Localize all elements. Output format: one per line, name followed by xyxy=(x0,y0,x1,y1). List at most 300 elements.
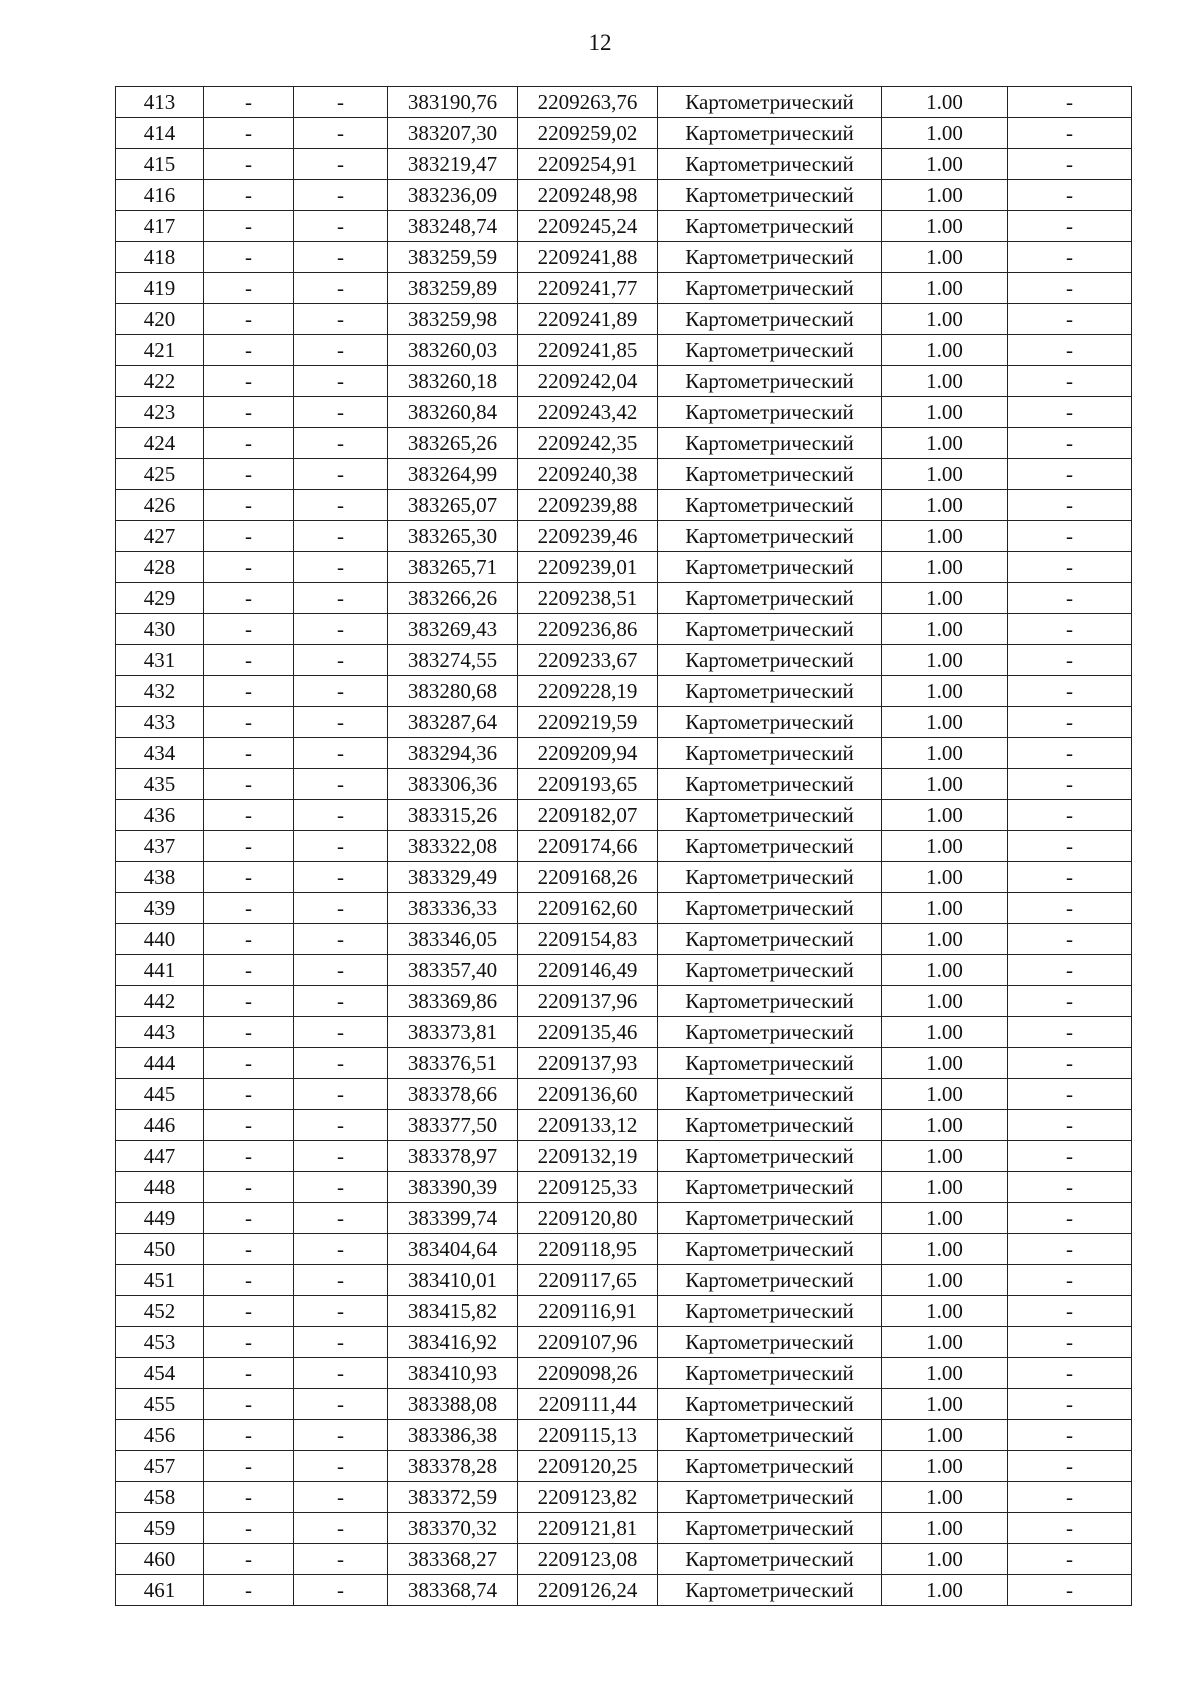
col3-cell: - xyxy=(294,1234,388,1265)
method-cell: Картометрический xyxy=(658,366,882,397)
y-coordinate-cell: 2209123,82 xyxy=(518,1482,658,1513)
method-cell: Картометрический xyxy=(658,273,882,304)
col3-cell: - xyxy=(294,490,388,521)
col2-cell: - xyxy=(204,335,294,366)
col8-cell: - xyxy=(1008,1296,1132,1327)
method-cell: Картометрический xyxy=(658,831,882,862)
x-coordinate-cell: 383368,27 xyxy=(388,1544,518,1575)
col8-cell: - xyxy=(1008,614,1132,645)
x-coordinate-cell: 383372,59 xyxy=(388,1482,518,1513)
col2-cell: - xyxy=(204,1079,294,1110)
y-coordinate-cell: 2209136,60 xyxy=(518,1079,658,1110)
accuracy-cell: 1.00 xyxy=(882,552,1008,583)
accuracy-cell: 1.00 xyxy=(882,1358,1008,1389)
col8-cell: - xyxy=(1008,645,1132,676)
col2-cell: - xyxy=(204,1451,294,1482)
table-row xyxy=(116,242,1132,273)
col2-cell: - xyxy=(204,707,294,738)
x-coordinate-cell: 383287,64 xyxy=(388,707,518,738)
col3-cell: - xyxy=(294,428,388,459)
accuracy-cell: 1.00 xyxy=(882,1513,1008,1544)
col8-cell: - xyxy=(1008,1048,1132,1079)
y-coordinate-cell: 2209115,13 xyxy=(518,1420,658,1451)
col8-cell: - xyxy=(1008,366,1132,397)
point-number-cell: 413 xyxy=(116,87,204,118)
col8-cell: - xyxy=(1008,1203,1132,1234)
table-row xyxy=(116,335,1132,366)
col3-cell: - xyxy=(294,707,388,738)
x-coordinate-cell: 383190,76 xyxy=(388,87,518,118)
method-cell: Картометрический xyxy=(658,1544,882,1575)
col3-cell: - xyxy=(294,304,388,335)
accuracy-cell: 1.00 xyxy=(882,242,1008,273)
col8-cell: - xyxy=(1008,924,1132,955)
point-number-cell: 459 xyxy=(116,1513,204,1544)
table-row xyxy=(116,1079,1132,1110)
table-row xyxy=(116,955,1132,986)
x-coordinate-cell: 383266,26 xyxy=(388,583,518,614)
accuracy-cell: 1.00 xyxy=(882,1544,1008,1575)
col3-cell: - xyxy=(294,1420,388,1451)
accuracy-cell: 1.00 xyxy=(882,118,1008,149)
col8-cell: - xyxy=(1008,180,1132,211)
col8-cell: - xyxy=(1008,335,1132,366)
point-number-cell: 451 xyxy=(116,1265,204,1296)
col3-cell: - xyxy=(294,1079,388,1110)
col3-cell: - xyxy=(294,459,388,490)
y-coordinate-cell: 2209254,91 xyxy=(518,149,658,180)
col8-cell: - xyxy=(1008,1451,1132,1482)
x-coordinate-cell: 383265,30 xyxy=(388,521,518,552)
col2-cell: - xyxy=(204,1296,294,1327)
col8-cell: - xyxy=(1008,583,1132,614)
x-coordinate-cell: 383260,03 xyxy=(388,335,518,366)
table-row xyxy=(116,707,1132,738)
x-coordinate-cell: 383260,18 xyxy=(388,366,518,397)
col8-cell: - xyxy=(1008,304,1132,335)
point-number-cell: 420 xyxy=(116,304,204,335)
col8-cell: - xyxy=(1008,1327,1132,1358)
x-coordinate-cell: 383269,43 xyxy=(388,614,518,645)
col2-cell: - xyxy=(204,955,294,986)
y-coordinate-cell: 2209126,24 xyxy=(518,1575,658,1606)
table-row xyxy=(116,893,1132,924)
col2-cell: - xyxy=(204,645,294,676)
col2-cell: - xyxy=(204,1110,294,1141)
point-number-cell: 438 xyxy=(116,862,204,893)
table-row xyxy=(116,1203,1132,1234)
col3-cell: - xyxy=(294,242,388,273)
col3-cell: - xyxy=(294,335,388,366)
y-coordinate-cell: 2209241,89 xyxy=(518,304,658,335)
point-number-cell: 453 xyxy=(116,1327,204,1358)
col2-cell: - xyxy=(204,800,294,831)
table-row xyxy=(116,366,1132,397)
y-coordinate-cell: 2209137,93 xyxy=(518,1048,658,1079)
method-cell: Картометрический xyxy=(658,1296,882,1327)
x-coordinate-cell: 383410,01 xyxy=(388,1265,518,1296)
y-coordinate-cell: 2209241,85 xyxy=(518,335,658,366)
y-coordinate-cell: 2209133,12 xyxy=(518,1110,658,1141)
table-row xyxy=(116,118,1132,149)
method-cell: Картометрический xyxy=(658,459,882,490)
col2-cell: - xyxy=(204,521,294,552)
point-number-cell: 430 xyxy=(116,614,204,645)
accuracy-cell: 1.00 xyxy=(882,521,1008,552)
x-coordinate-cell: 383388,08 xyxy=(388,1389,518,1420)
x-coordinate-cell: 383369,86 xyxy=(388,986,518,1017)
col2-cell: - xyxy=(204,1265,294,1296)
col2-cell: - xyxy=(204,459,294,490)
col8-cell: - xyxy=(1008,1265,1132,1296)
y-coordinate-cell: 2209239,46 xyxy=(518,521,658,552)
x-coordinate-cell: 383378,28 xyxy=(388,1451,518,1482)
point-number-cell: 422 xyxy=(116,366,204,397)
col2-cell: - xyxy=(204,831,294,862)
col8-cell: - xyxy=(1008,1513,1132,1544)
y-coordinate-cell: 2209182,07 xyxy=(518,800,658,831)
col2-cell: - xyxy=(204,1358,294,1389)
method-cell: Картометрический xyxy=(658,490,882,521)
point-number-cell: 442 xyxy=(116,986,204,1017)
x-coordinate-cell: 383274,55 xyxy=(388,645,518,676)
accuracy-cell: 1.00 xyxy=(882,1048,1008,1079)
y-coordinate-cell: 2209121,81 xyxy=(518,1513,658,1544)
col3-cell: - xyxy=(294,1017,388,1048)
point-number-cell: 415 xyxy=(116,149,204,180)
y-coordinate-cell: 2209120,25 xyxy=(518,1451,658,1482)
method-cell: Картометрический xyxy=(658,335,882,366)
col8-cell: - xyxy=(1008,862,1132,893)
point-number-cell: 428 xyxy=(116,552,204,583)
point-number-cell: 445 xyxy=(116,1079,204,1110)
x-coordinate-cell: 383370,32 xyxy=(388,1513,518,1544)
y-coordinate-cell: 2209240,38 xyxy=(518,459,658,490)
accuracy-cell: 1.00 xyxy=(882,676,1008,707)
col2-cell: - xyxy=(204,242,294,273)
x-coordinate-cell: 383390,39 xyxy=(388,1172,518,1203)
accuracy-cell: 1.00 xyxy=(882,335,1008,366)
method-cell: Картометрический xyxy=(658,118,882,149)
point-number-cell: 414 xyxy=(116,118,204,149)
y-coordinate-cell: 2209193,65 xyxy=(518,769,658,800)
accuracy-cell: 1.00 xyxy=(882,211,1008,242)
x-coordinate-cell: 383373,81 xyxy=(388,1017,518,1048)
col3-cell: - xyxy=(294,1389,388,1420)
col8-cell: - xyxy=(1008,149,1132,180)
table-row xyxy=(116,1234,1132,1265)
y-coordinate-cell: 2209238,51 xyxy=(518,583,658,614)
table-row xyxy=(116,1513,1132,1544)
col3-cell: - xyxy=(294,521,388,552)
method-cell: Картометрический xyxy=(658,1327,882,1358)
method-cell: Картометрический xyxy=(658,645,882,676)
col3-cell: - xyxy=(294,1482,388,1513)
y-coordinate-cell: 2209243,42 xyxy=(518,397,658,428)
method-cell: Картометрический xyxy=(658,738,882,769)
table-row xyxy=(116,1017,1132,1048)
accuracy-cell: 1.00 xyxy=(882,1079,1008,1110)
col2-cell: - xyxy=(204,986,294,1017)
method-cell: Картометрический xyxy=(658,304,882,335)
col2-cell: - xyxy=(204,1482,294,1513)
x-coordinate-cell: 383376,51 xyxy=(388,1048,518,1079)
col2-cell: - xyxy=(204,1203,294,1234)
col3-cell: - xyxy=(294,552,388,583)
point-number-cell: 456 xyxy=(116,1420,204,1451)
col8-cell: - xyxy=(1008,831,1132,862)
method-cell: Картометрический xyxy=(658,924,882,955)
col8-cell: - xyxy=(1008,211,1132,242)
col3-cell: - xyxy=(294,211,388,242)
col8-cell: - xyxy=(1008,1358,1132,1389)
point-number-cell: 460 xyxy=(116,1544,204,1575)
method-cell: Картометрический xyxy=(658,1420,882,1451)
table-row xyxy=(116,1296,1132,1327)
y-coordinate-cell: 2209118,95 xyxy=(518,1234,658,1265)
col2-cell: - xyxy=(204,118,294,149)
col8-cell: - xyxy=(1008,1575,1132,1606)
col2-cell: - xyxy=(204,1575,294,1606)
col3-cell: - xyxy=(294,769,388,800)
table-row xyxy=(116,1420,1132,1451)
y-coordinate-cell: 2209259,02 xyxy=(518,118,658,149)
point-number-cell: 452 xyxy=(116,1296,204,1327)
table-row xyxy=(116,986,1132,1017)
x-coordinate-cell: 383259,59 xyxy=(388,242,518,273)
col3-cell: - xyxy=(294,1110,388,1141)
col3-cell: - xyxy=(294,831,388,862)
x-coordinate-cell: 383306,36 xyxy=(388,769,518,800)
col3-cell: - xyxy=(294,180,388,211)
table-row xyxy=(116,1110,1132,1141)
y-coordinate-cell: 2209239,01 xyxy=(518,552,658,583)
table-row xyxy=(116,87,1132,118)
accuracy-cell: 1.00 xyxy=(882,614,1008,645)
col2-cell: - xyxy=(204,1544,294,1575)
point-number-cell: 441 xyxy=(116,955,204,986)
y-coordinate-cell: 2209242,04 xyxy=(518,366,658,397)
point-number-cell: 457 xyxy=(116,1451,204,1482)
x-coordinate-cell: 383265,71 xyxy=(388,552,518,583)
method-cell: Картометрический xyxy=(658,1234,882,1265)
col2-cell: - xyxy=(204,87,294,118)
method-cell: Картометрический xyxy=(658,180,882,211)
col2-cell: - xyxy=(204,397,294,428)
method-cell: Картометрический xyxy=(658,1110,882,1141)
col3-cell: - xyxy=(294,397,388,428)
x-coordinate-cell: 383260,84 xyxy=(388,397,518,428)
y-coordinate-cell: 2209146,49 xyxy=(518,955,658,986)
table-row xyxy=(116,459,1132,490)
accuracy-cell: 1.00 xyxy=(882,180,1008,211)
point-number-cell: 423 xyxy=(116,397,204,428)
method-cell: Картометрический xyxy=(658,1203,882,1234)
method-cell: Картометрический xyxy=(658,521,882,552)
col3-cell: - xyxy=(294,924,388,955)
coordinates-table-body xyxy=(116,87,1132,1606)
x-coordinate-cell: 383399,74 xyxy=(388,1203,518,1234)
accuracy-cell: 1.00 xyxy=(882,459,1008,490)
col3-cell: - xyxy=(294,676,388,707)
method-cell: Картометрический xyxy=(658,397,882,428)
col8-cell: - xyxy=(1008,893,1132,924)
col8-cell: - xyxy=(1008,800,1132,831)
col8-cell: - xyxy=(1008,738,1132,769)
x-coordinate-cell: 383264,99 xyxy=(388,459,518,490)
table-row xyxy=(116,397,1132,428)
col8-cell: - xyxy=(1008,707,1132,738)
x-coordinate-cell: 383248,74 xyxy=(388,211,518,242)
col3-cell: - xyxy=(294,87,388,118)
col8-cell: - xyxy=(1008,1110,1132,1141)
accuracy-cell: 1.00 xyxy=(882,986,1008,1017)
point-number-cell: 439 xyxy=(116,893,204,924)
point-number-cell: 447 xyxy=(116,1141,204,1172)
point-number-cell: 429 xyxy=(116,583,204,614)
col8-cell: - xyxy=(1008,955,1132,986)
y-coordinate-cell: 2209111,44 xyxy=(518,1389,658,1420)
x-coordinate-cell: 383346,05 xyxy=(388,924,518,955)
y-coordinate-cell: 2209137,96 xyxy=(518,986,658,1017)
point-number-cell: 461 xyxy=(116,1575,204,1606)
x-coordinate-cell: 383378,66 xyxy=(388,1079,518,1110)
method-cell: Картометрический xyxy=(658,1079,882,1110)
accuracy-cell: 1.00 xyxy=(882,1172,1008,1203)
x-coordinate-cell: 383368,74 xyxy=(388,1575,518,1606)
y-coordinate-cell: 2209241,88 xyxy=(518,242,658,273)
table-row xyxy=(116,1327,1132,1358)
point-number-cell: 419 xyxy=(116,273,204,304)
x-coordinate-cell: 383336,33 xyxy=(388,893,518,924)
y-coordinate-cell: 2209098,26 xyxy=(518,1358,658,1389)
accuracy-cell: 1.00 xyxy=(882,397,1008,428)
method-cell: Картометрический xyxy=(658,986,882,1017)
accuracy-cell: 1.00 xyxy=(882,1110,1008,1141)
y-coordinate-cell: 2209162,60 xyxy=(518,893,658,924)
accuracy-cell: 1.00 xyxy=(882,87,1008,118)
col3-cell: - xyxy=(294,1575,388,1606)
y-coordinate-cell: 2209241,77 xyxy=(518,273,658,304)
method-cell: Картометрический xyxy=(658,1482,882,1513)
col3-cell: - xyxy=(294,645,388,676)
y-coordinate-cell: 2209120,80 xyxy=(518,1203,658,1234)
x-coordinate-cell: 383236,09 xyxy=(388,180,518,211)
x-coordinate-cell: 383259,89 xyxy=(388,273,518,304)
col8-cell: - xyxy=(1008,1172,1132,1203)
col3-cell: - xyxy=(294,1544,388,1575)
y-coordinate-cell: 2209263,76 xyxy=(518,87,658,118)
col3-cell: - xyxy=(294,1265,388,1296)
col3-cell: - xyxy=(294,1358,388,1389)
table-row xyxy=(116,211,1132,242)
col8-cell: - xyxy=(1008,676,1132,707)
accuracy-cell: 1.00 xyxy=(882,1420,1008,1451)
col2-cell: - xyxy=(204,552,294,583)
col2-cell: - xyxy=(204,862,294,893)
col3-cell: - xyxy=(294,1048,388,1079)
point-number-cell: 424 xyxy=(116,428,204,459)
col3-cell: - xyxy=(294,955,388,986)
method-cell: Картометрический xyxy=(658,955,882,986)
x-coordinate-cell: 383386,38 xyxy=(388,1420,518,1451)
accuracy-cell: 1.00 xyxy=(882,893,1008,924)
table-row xyxy=(116,645,1132,676)
col8-cell: - xyxy=(1008,1017,1132,1048)
col2-cell: - xyxy=(204,211,294,242)
y-coordinate-cell: 2209245,24 xyxy=(518,211,658,242)
method-cell: Картометрический xyxy=(658,1358,882,1389)
coordinates-table xyxy=(115,86,1132,1606)
table-row xyxy=(116,831,1132,862)
method-cell: Картометрический xyxy=(658,1017,882,1048)
x-coordinate-cell: 383259,98 xyxy=(388,304,518,335)
y-coordinate-cell: 2209168,26 xyxy=(518,862,658,893)
table-row xyxy=(116,1265,1132,1296)
table-row xyxy=(116,521,1132,552)
x-coordinate-cell: 383357,40 xyxy=(388,955,518,986)
table-row xyxy=(116,583,1132,614)
method-cell: Картометрический xyxy=(658,893,882,924)
accuracy-cell: 1.00 xyxy=(882,645,1008,676)
point-number-cell: 444 xyxy=(116,1048,204,1079)
accuracy-cell: 1.00 xyxy=(882,583,1008,614)
x-coordinate-cell: 383415,82 xyxy=(388,1296,518,1327)
x-coordinate-cell: 383322,08 xyxy=(388,831,518,862)
col2-cell: - xyxy=(204,738,294,769)
method-cell: Картометрический xyxy=(658,1172,882,1203)
point-number-cell: 434 xyxy=(116,738,204,769)
point-number-cell: 418 xyxy=(116,242,204,273)
x-coordinate-cell: 383416,92 xyxy=(388,1327,518,1358)
method-cell: Картометрический xyxy=(658,1575,882,1606)
accuracy-cell: 1.00 xyxy=(882,1296,1008,1327)
col8-cell: - xyxy=(1008,459,1132,490)
col8-cell: - xyxy=(1008,1544,1132,1575)
table-row xyxy=(116,304,1132,335)
col3-cell: - xyxy=(294,1203,388,1234)
table-row xyxy=(116,800,1132,831)
col2-cell: - xyxy=(204,304,294,335)
x-coordinate-cell: 383377,50 xyxy=(388,1110,518,1141)
accuracy-cell: 1.00 xyxy=(882,273,1008,304)
point-number-cell: 431 xyxy=(116,645,204,676)
accuracy-cell: 1.00 xyxy=(882,490,1008,521)
col2-cell: - xyxy=(204,273,294,304)
col2-cell: - xyxy=(204,1420,294,1451)
method-cell: Картометрический xyxy=(658,149,882,180)
point-number-cell: 458 xyxy=(116,1482,204,1513)
table-row xyxy=(116,273,1132,304)
col3-cell: - xyxy=(294,1141,388,1172)
table-row xyxy=(116,862,1132,893)
col8-cell: - xyxy=(1008,521,1132,552)
accuracy-cell: 1.00 xyxy=(882,800,1008,831)
accuracy-cell: 1.00 xyxy=(882,769,1008,800)
point-number-cell: 425 xyxy=(116,459,204,490)
accuracy-cell: 1.00 xyxy=(882,1203,1008,1234)
y-coordinate-cell: 2209125,33 xyxy=(518,1172,658,1203)
table-row xyxy=(116,614,1132,645)
col2-cell: - xyxy=(204,1513,294,1544)
point-number-cell: 433 xyxy=(116,707,204,738)
col8-cell: - xyxy=(1008,490,1132,521)
table-row xyxy=(116,1451,1132,1482)
method-cell: Картометрический xyxy=(658,552,882,583)
point-number-cell: 417 xyxy=(116,211,204,242)
col8-cell: - xyxy=(1008,552,1132,583)
col2-cell: - xyxy=(204,1327,294,1358)
